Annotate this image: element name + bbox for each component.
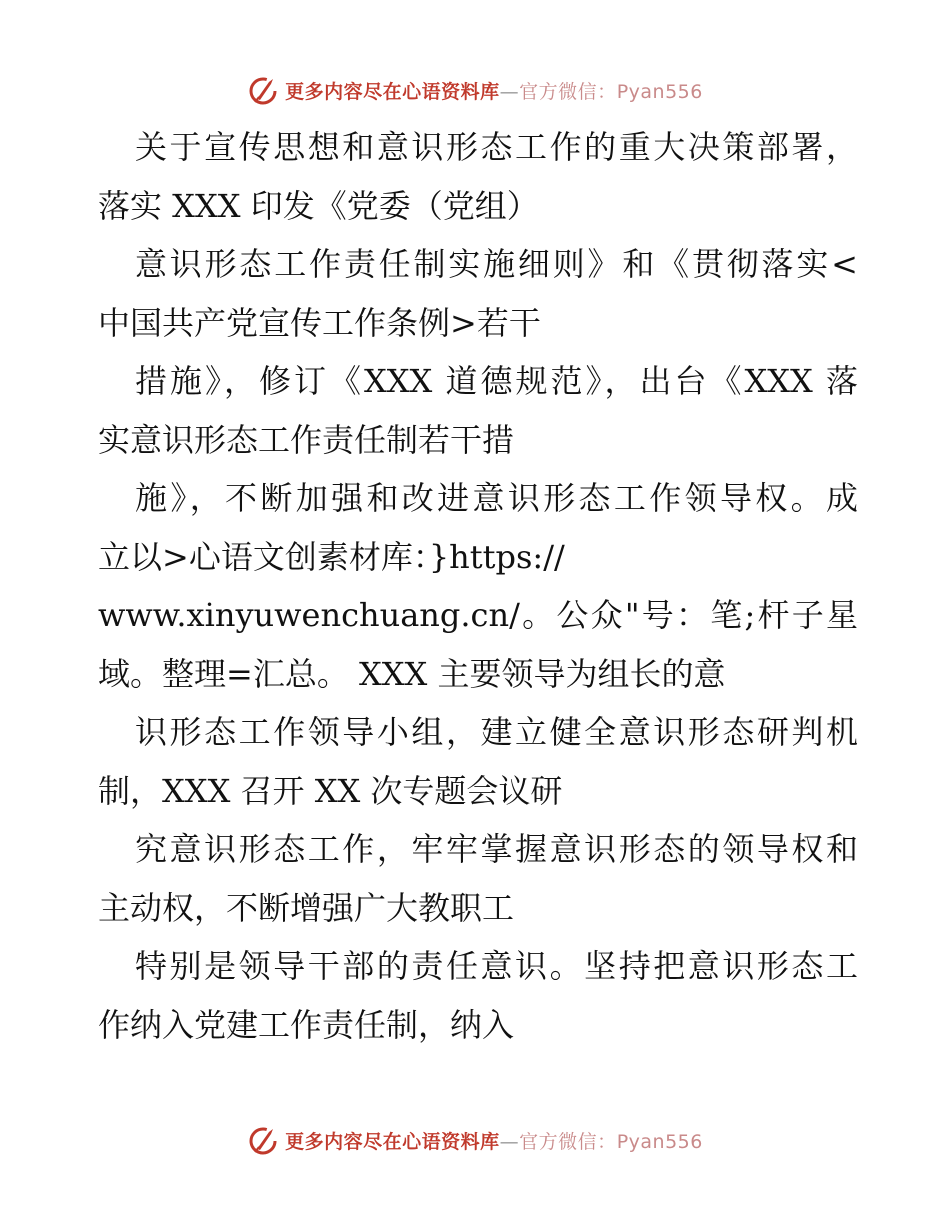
body-line: 关于宣传思想和意识形态工作的重大决策部署，	[135, 128, 858, 166]
body-line: 识形态工作领导小组，建立健全意识形态研判机	[135, 713, 858, 751]
body-line: 施》，不断加强和改进意识形态工作领导权。成	[135, 479, 858, 517]
body-line: 主动权，不断增强广大教职工	[98, 888, 515, 927]
document-body	[98, 118, 858, 1054]
footer-watermark-banner	[0, 1120, 950, 1160]
banner-separator: —	[499, 1130, 520, 1153]
body-line: 作纳入党建工作责任制，纳入	[98, 1005, 515, 1044]
banner-text	[285, 1127, 703, 1154]
banner-separator: —	[499, 80, 520, 103]
header-watermark-banner	[0, 70, 950, 110]
body-line: 立以>心语文创素材库：}https://	[98, 537, 565, 576]
quill-pen-logo-icon	[247, 1123, 281, 1157]
quill-pen-logo-icon	[247, 73, 281, 107]
wechat-label: 官方微信：	[519, 1130, 617, 1153]
wechat-id: Pyan556	[616, 80, 703, 103]
body-line: 究意识形态工作，牢牢掌握意识形态的领导权和	[135, 830, 858, 868]
banner-title: 更多内容尽在心语资料库	[285, 80, 500, 103]
body-line: 制，XXX 召开 XX 次专题会议研	[98, 771, 563, 810]
body-line: 特别是领导干部的责任意识。坚持把意识形态工	[135, 947, 858, 985]
body-line: 实意识形态工作责任制若干措	[98, 420, 515, 459]
body-line: 域。整理=汇总。 XXX 主要领导为组长的意	[98, 654, 726, 693]
body-line: 意识形态工作责任制实施细则》和《贯彻落实<	[135, 245, 858, 283]
wechat-id: Pyan556	[616, 1130, 703, 1153]
body-line: www.xinyuwenchuang.cn/。公众"号：笔;杆子星	[98, 596, 858, 634]
body-line: 中国共产党宣传工作条例>若干	[98, 303, 541, 342]
body-line: 落实 XXX 印发《党委（党组）	[98, 186, 539, 225]
wechat-label: 官方微信：	[519, 80, 617, 103]
body-line: 措施》，修订《XXX 道德规范》，出台《XXX 落	[135, 362, 858, 400]
banner-title: 更多内容尽在心语资料库	[285, 1130, 500, 1153]
banner-text	[285, 77, 703, 104]
